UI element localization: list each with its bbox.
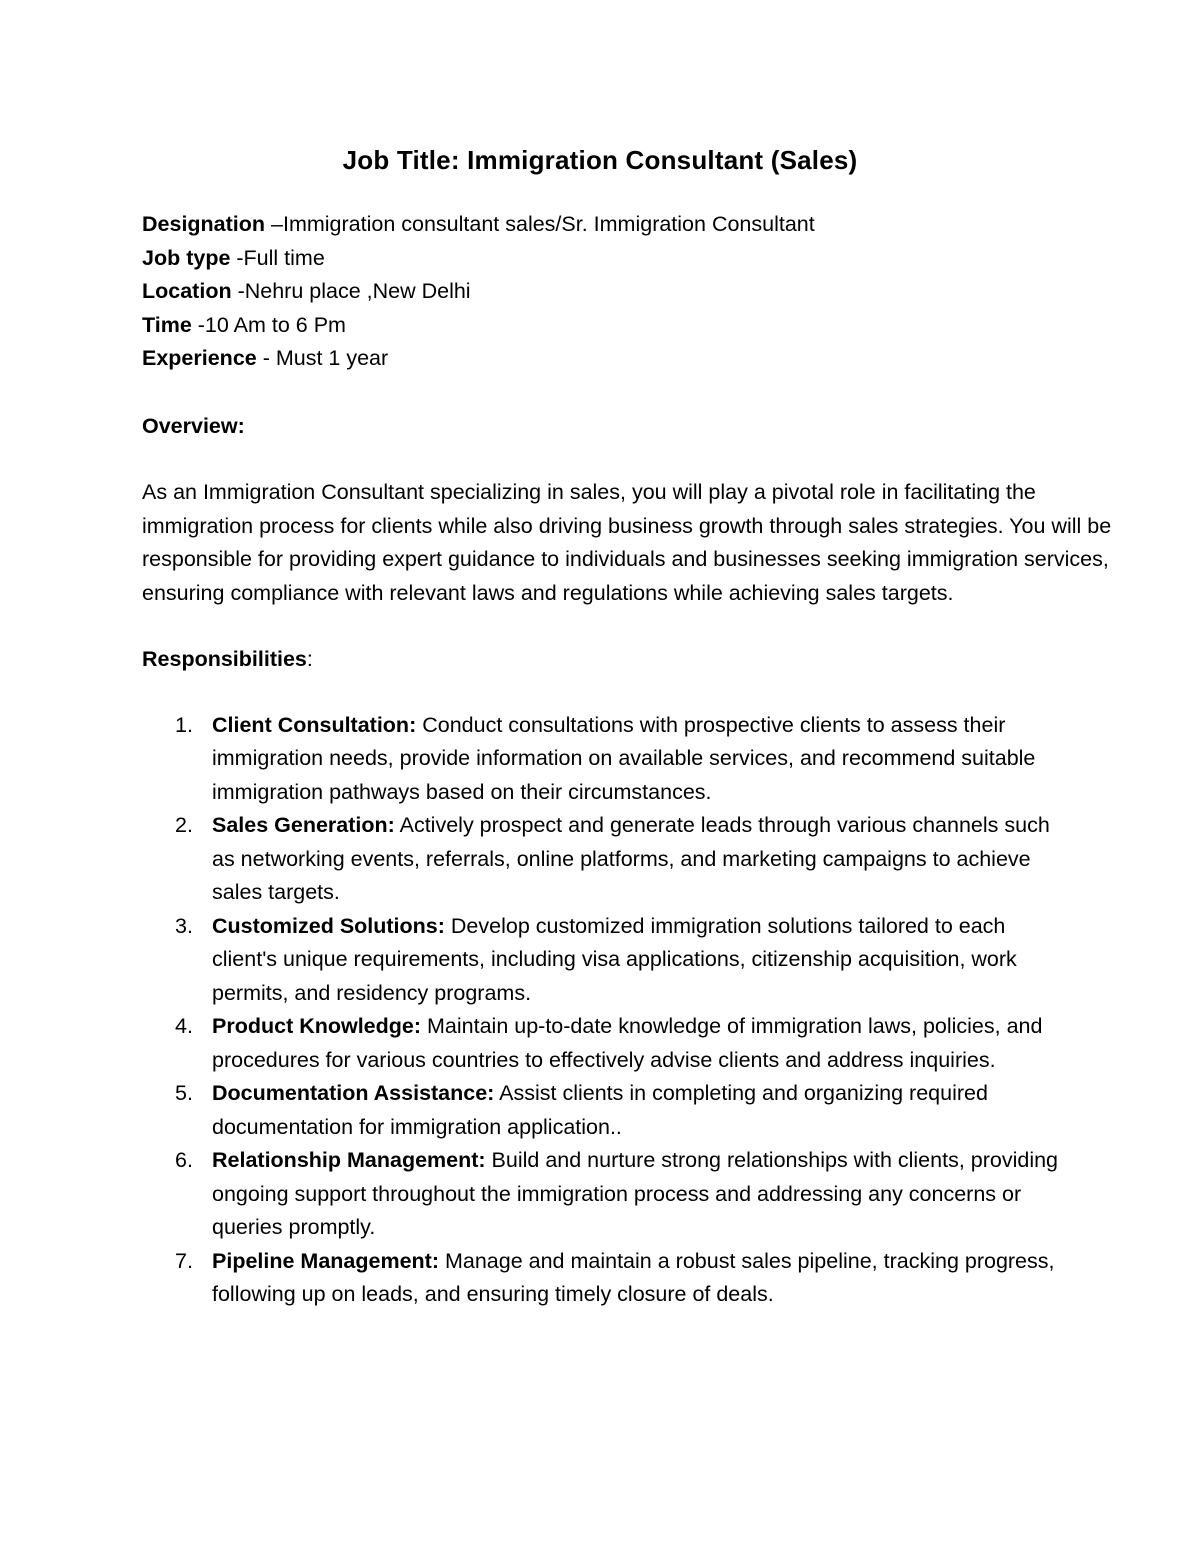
list-number: 3. [175, 913, 193, 938]
overview-heading: Overview: [142, 413, 245, 438]
responsibilities-heading-colon: : [306, 647, 313, 671]
list-item-label: Relationship Management: [212, 1148, 486, 1172]
detail-value: –Immigration consultant sales/Sr. Immigration Consultant [265, 212, 815, 236]
page-title: Job Title: Immigration Consultant (Sales) [342, 145, 858, 175]
list-item [142, 1077, 1072, 1144]
list-item-label: Sales Generation: [212, 813, 395, 837]
list-number: 7. [175, 1248, 193, 1273]
responsibilities-list [142, 709, 1142, 1312]
responsibilities-heading [142, 643, 1142, 677]
list-item-label: Customized Solutions: [212, 913, 445, 938]
detail-experience [142, 342, 1142, 376]
detail-designation [142, 208, 1142, 242]
list-item [142, 1144, 1072, 1245]
list-number: 4. [175, 1014, 193, 1038]
detail-label: Experience [142, 346, 257, 370]
list-item-label: Pipeline Management: [212, 1248, 439, 1273]
detail-label: Location [142, 279, 232, 303]
list-item-text: Maintain up-to-date knowledge of immigration laws, policies, and procedures for various countries to effectively advise clients and address inquiries. [212, 1014, 1043, 1072]
list-item-text: Manage and maintain a robust sales pipeline, tracking progress, following up on leads, and ensuring timely closure of deals. [212, 1248, 1055, 1306]
list-item [142, 709, 1072, 810]
list-item-text: Assist clients in completing and organizing required documentation for immigration application.. [212, 1081, 988, 1139]
detail-location [142, 275, 1142, 309]
list-number: 1. [175, 712, 193, 737]
detail-label: Time [142, 312, 192, 337]
document-body [142, 208, 1142, 1312]
list-item-text: Conduct consultations with prospective clients to assess their immigration needs, provide information on available services, and recommend suitable immigration pathways based on their circumstances. [212, 712, 1036, 804]
list-item-text: Build and nurture strong relationships with clients, providing ongoing support throughout the immigration process and addressing any concerns or queries promptly. [212, 1148, 1059, 1239]
detail-label: Designation [142, 212, 266, 236]
list-item-text: Develop customized immigration solutions tailored to each client's unique requirements, including visa applications, citizenship acquisition, work permits, and residency programs. [212, 913, 1017, 1005]
list-item-label: Product Knowledge: [212, 1014, 422, 1038]
detail-value: -Full time [230, 245, 325, 270]
detail-label: Job type [142, 245, 231, 270]
list-item [142, 809, 1072, 910]
detail-value: - Must 1 year [256, 346, 389, 370]
list-number: 2. [175, 813, 193, 837]
detail-job-type [142, 242, 1142, 276]
overview-paragraph: As an Immigration Consultant specializing in sales, you will play a pivotal role in facilitating the immigration process for clients while also driving business growth through sales strategies. You will be responsible for providing expert guidance to individuals and businesses seeking immigration services, ensuring compliance with relevant laws and regulations while achieving sales targets. [142, 480, 1112, 605]
detail-time [142, 309, 1142, 343]
list-number: 5. [175, 1081, 193, 1105]
detail-value: -10 Am to 6 Pm [191, 312, 346, 337]
responsibilities-heading-text: Responsibilities [142, 647, 307, 671]
list-number: 6. [175, 1148, 193, 1172]
list-item [142, 1245, 1072, 1312]
list-item [142, 1010, 1072, 1077]
list-item-label: Documentation Assistance: [212, 1081, 495, 1105]
list-item-text: Actively prospect and generate leads through various channels such as networking events, referrals, online platforms, and marketing campaigns to achieve sales targets. [212, 813, 1050, 904]
job-details [142, 208, 1142, 376]
list-item-label: Client Consultation: [212, 712, 417, 737]
list-item [142, 910, 1072, 1011]
detail-value: -Nehru place ,New Delhi [231, 279, 471, 303]
